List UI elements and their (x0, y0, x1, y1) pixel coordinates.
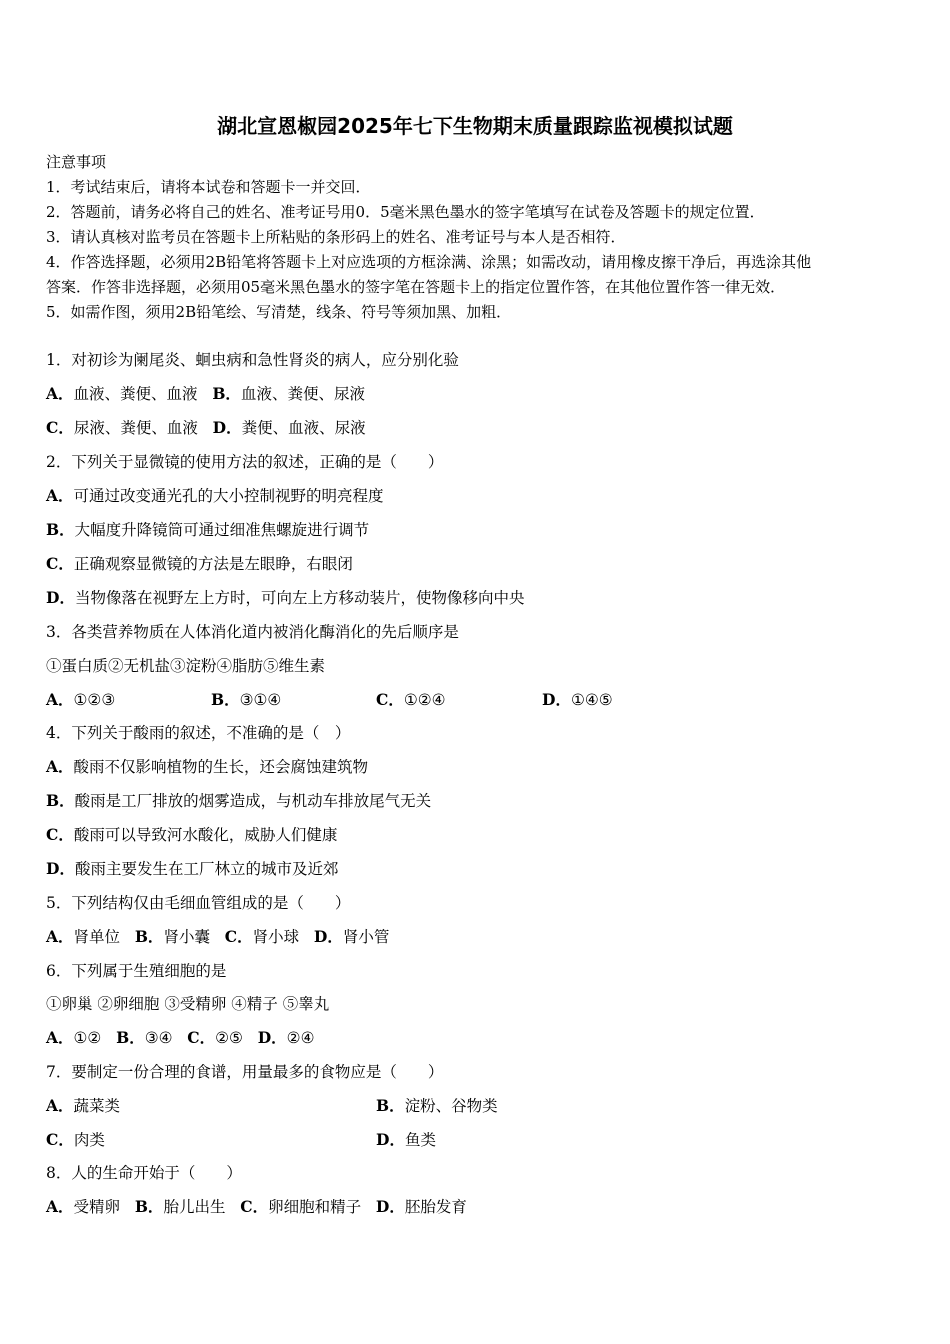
question-5-stem: 5．下列结构仅由毛细血管组成的是（ ） (46, 894, 351, 912)
option-b-wrap (376, 1095, 498, 1117)
option-label: D． (46, 588, 75, 607)
question-1-options-row-2 (46, 417, 906, 439)
option-a: 血液、粪便、血液 (73, 385, 198, 403)
option-label: D． (375, 1197, 405, 1216)
notice-line: 1．考试结束后，请将本试卷和答题卡一并交回． (46, 178, 371, 196)
option-a-wrap (46, 689, 115, 711)
option-label: D． (257, 1028, 287, 1047)
question-7-options-row-2 (46, 1129, 906, 1151)
option-label: C． (46, 1130, 74, 1149)
option-d-wrap (542, 689, 613, 711)
option-a: 蔬菜类 (73, 1097, 121, 1115)
option-label: C． (224, 927, 253, 946)
option-d: 粪便、血液、尿液 (241, 419, 366, 437)
option-label: B． (46, 791, 75, 810)
option-c-wrap (376, 689, 446, 711)
question-7-options-row-1 (46, 1095, 906, 1117)
option-c: 酸雨可以导致河水酸化，威胁人们健康 (73, 826, 338, 844)
option-label: A． (46, 757, 74, 776)
option-label: A． (46, 1096, 74, 1115)
question-4-option-b (46, 790, 906, 812)
option-label: B． (46, 520, 75, 539)
question-2-option-b (46, 519, 906, 541)
question-6-stem: 6．下列属于生殖细胞的是 (46, 962, 227, 980)
question-8-options (46, 1196, 906, 1218)
option-a-wrap (46, 1095, 120, 1117)
notice-line: 3．请认真核对监考员在答题卡上所粘贴的条形码上的姓名、准考证号与本人是否相符． (46, 228, 626, 246)
option-c: ①②④ (403, 691, 446, 709)
option-a: ①②③ (73, 691, 116, 709)
option-b: 淀粉、谷物类 (404, 1097, 498, 1115)
question-3-options (46, 689, 906, 711)
question-6-items: ①卵巢 ②卵细胞 ③受精卵 ④精子 ⑤睾丸 (46, 995, 330, 1013)
question-1-stem: 1．对初诊为阑尾炎、蛔虫病和急性肾炎的病人，应分别化验 (46, 351, 459, 369)
option-label: C． (240, 1197, 269, 1216)
question-4-option-a (46, 756, 906, 778)
notice-line: 2．答题前，请务必将自己的姓名、准考证号用0．5毫米黑色墨水的签字笔填写在试卷及答题卡的规定位置． (46, 203, 765, 221)
option-b: ③①④ (239, 691, 282, 709)
option-c: 尿液、粪便、血液 (73, 419, 198, 437)
question-6-options (46, 1027, 906, 1049)
option-label: D． (212, 418, 242, 437)
option-label: B． (211, 690, 240, 709)
option-c: 肉类 (73, 1131, 105, 1149)
option-label: C． (376, 690, 404, 709)
question-5-options (46, 926, 906, 948)
option-label: A． (46, 486, 74, 505)
question-1-options-row-1 (46, 383, 906, 405)
question-2-stem: 2．下列关于显微镜的使用方法的叙述，正确的是（ ） (46, 453, 444, 471)
question-4-option-d (46, 858, 906, 880)
option-d: 鱼类 (404, 1131, 436, 1149)
option-c: 卵细胞和精子 (268, 1198, 362, 1216)
question-4-stem: 4．下列关于酸雨的叙述，不准确的是（ ） (46, 724, 351, 742)
option-c: 肾小球 (252, 928, 300, 946)
page-title: 湖北宣恩椒园2025年七下生物期末质量跟踪监视模拟试题 (217, 114, 733, 138)
question-8-stem: 8．人的生命开始于（ ） (46, 1164, 242, 1182)
option-d-wrap (376, 1129, 436, 1151)
option-b: 胎儿出生 (163, 1198, 226, 1216)
option-d: 肾小管 (342, 928, 390, 946)
option-label: C． (187, 1028, 216, 1047)
question-2-option-c (46, 553, 906, 575)
notice-line: 4．作答选择题，必须用2B铅笔将答题卡上对应选项的方框涂满、涂黑；如需改动，请用橡皮擦干净后，再选涂其他 (46, 253, 812, 271)
option-d: 酸雨主要发生在工厂林立的城市及近郊 (74, 860, 339, 878)
option-b: 肾小囊 (163, 928, 210, 946)
option-c: 正确观察显微镜的方法是左眼睁，右眼闭 (73, 555, 353, 573)
option-label: C． (46, 418, 74, 437)
option-a: 可通过改变通光孔的大小控制视野的明亮程度 (73, 487, 384, 505)
notice-line: 答案．作答非选择题，必须用05毫米黑色墨水的签字笔在答题卡上的指定位置作答，在其他位置作答一律无效． (46, 278, 786, 296)
option-label: D． (46, 859, 75, 878)
option-a: 酸雨不仅影响植物的生长，还会腐蚀建筑物 (73, 758, 369, 776)
question-3-stem: 3．各类营养物质在人体消化道内被消化酶消化的先后顺序是 (46, 623, 459, 641)
option-label: D． (313, 927, 343, 946)
notice-section (46, 150, 906, 325)
notice-heading: 注意事项 (46, 153, 107, 171)
option-a: 肾单位 (73, 928, 121, 946)
option-b: 酸雨是工厂排放的烟雾造成，与机动车排放尾气无关 (74, 792, 432, 810)
option-b: ③④ (144, 1029, 173, 1047)
question-4-option-c (46, 824, 906, 846)
option-b-wrap (211, 689, 281, 711)
option-label: A． (46, 927, 74, 946)
option-label: A． (46, 1028, 74, 1047)
option-label: B． (116, 1028, 145, 1047)
option-d: 胚胎发育 (404, 1198, 467, 1216)
option-label: A． (46, 690, 74, 709)
question-3-items: ①蛋白质②无机盐③淀粉④脂肪⑤维生素 (46, 657, 326, 675)
option-label: C． (46, 825, 74, 844)
option-label: B． (134, 927, 164, 946)
option-label: A． (46, 384, 74, 403)
option-a: ①② (73, 1029, 102, 1047)
option-d: 当物像落在视野左上方时，可向左上方移动装片，使物像移向中央 (74, 589, 525, 607)
question-7-stem: 7．要制定一份合理的食谱，用量最多的食物应是（ ） (46, 1063, 444, 1081)
option-label: B． (376, 1096, 405, 1115)
notice-line: 5．如需作图，须用2B铅笔绘、写清楚，线条、符号等须加黑、加粗． (46, 303, 512, 321)
option-c: ②⑤ (215, 1029, 243, 1047)
option-d: ②④ (286, 1029, 315, 1047)
option-label: C． (46, 554, 74, 573)
option-label: B． (212, 384, 241, 403)
option-label: B． (134, 1197, 164, 1216)
option-label: D． (376, 1130, 405, 1149)
question-2-option-d (46, 587, 906, 609)
option-c-wrap (46, 1129, 105, 1151)
option-b: 大幅度升降镜筒可通过细准焦螺旋进行调节 (74, 521, 370, 539)
option-label: D． (542, 690, 571, 709)
option-a: 受精卵 (73, 1198, 121, 1216)
option-b: 血液、粪便、尿液 (240, 385, 365, 403)
question-2-option-a (46, 485, 906, 507)
option-d: ①④⑤ (570, 691, 613, 709)
option-label: A． (46, 1197, 74, 1216)
